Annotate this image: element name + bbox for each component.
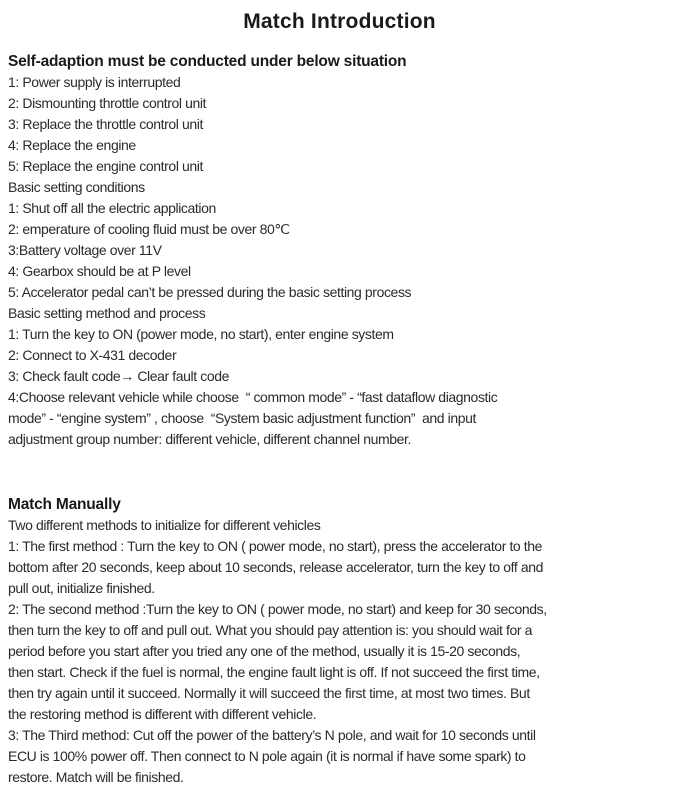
text-line: then try again until it succeed. Normally it will succeed the first time, at most two times. But [8, 685, 530, 701]
text-line: 3:Battery voltage over 11V [8, 242, 162, 258]
text-line: 4:Choose relevant vehicle while choose “ common mode” - “fast dataflow diagnostic [8, 389, 498, 405]
text-line: 1: Power supply is interrupted [8, 74, 181, 90]
text-line: ECU is 100% power off. Then connect to N pole again (it is normal if have some spark) to [8, 748, 526, 764]
section-heading: Self-adaption must be conducted under below situation [8, 53, 407, 70]
text-line: Two different methods to initialize for different vehicles [8, 517, 321, 533]
text-line: pull out, initialize finished. [8, 580, 155, 596]
text-line: period before you start after you tried any one of the method, usually it is 15-20 seconds, [8, 643, 521, 659]
page-title: Match Introduction [243, 10, 436, 33]
text-line: adjustment group number: different vehicle, different channel number. [8, 431, 412, 447]
text-line: then start. Check if the fuel is normal, the engine fault light is off. If not succeed the first time, [8, 664, 540, 680]
text-line: 1: Turn the key to ON (power mode, no start), enter engine system [8, 326, 394, 342]
text-line: bottom after 20 seconds, keep about 10 seconds, release accelerator, turn the key to off and [8, 559, 543, 575]
document-section [8, 51, 679, 450]
text-line: 5: Accelerator pedal can’t be pressed during the basic setting process [8, 284, 412, 300]
text-line: 3: Replace the throttle control unit [8, 116, 203, 132]
text-line: 2: emperature of cooling fluid must be over 80℃ [8, 221, 290, 237]
text-line: 1: Shut off all the electric application [8, 200, 216, 216]
text-line: 3: Check fault code→ Clear fault code [8, 368, 229, 384]
text-line: 2: Dismounting throttle control unit [8, 95, 207, 111]
section-heading: Match Manually [8, 496, 121, 513]
text-line: Basic setting method and process [8, 305, 206, 321]
text-line: 3: The Third method: Cut off the power of the battery’s N pole, and wait for 10 seconds until [8, 727, 536, 743]
text-line: then turn the key to off and pull out. What you should pay attention is: you should wait for a [8, 622, 533, 638]
text-line: 4: Gearbox should be at P level [8, 263, 191, 279]
text-line: 4: Replace the engine [8, 137, 136, 153]
document-section [8, 494, 679, 788]
text-line: 2: The second method :Turn the key to ON ( power mode, no start) and keep for 30 seconds, [8, 601, 547, 617]
text-line: 5: Replace the engine control unit [8, 158, 203, 174]
text-line: restore. Match will be finished. [8, 769, 184, 785]
text-line: 2: Connect to X-431 decoder [8, 347, 177, 363]
text-line: mode” - “engine system” , choose “System basic adjustment function” and input [8, 410, 476, 426]
text-line: 1: The first method : Turn the key to ON ( power mode, no start), press the accelerator to the [8, 538, 543, 554]
text-line: Basic setting conditions [8, 179, 145, 195]
document-body [8, 51, 679, 788]
text-line: the restoring method is different with different vehicle. [8, 706, 317, 722]
